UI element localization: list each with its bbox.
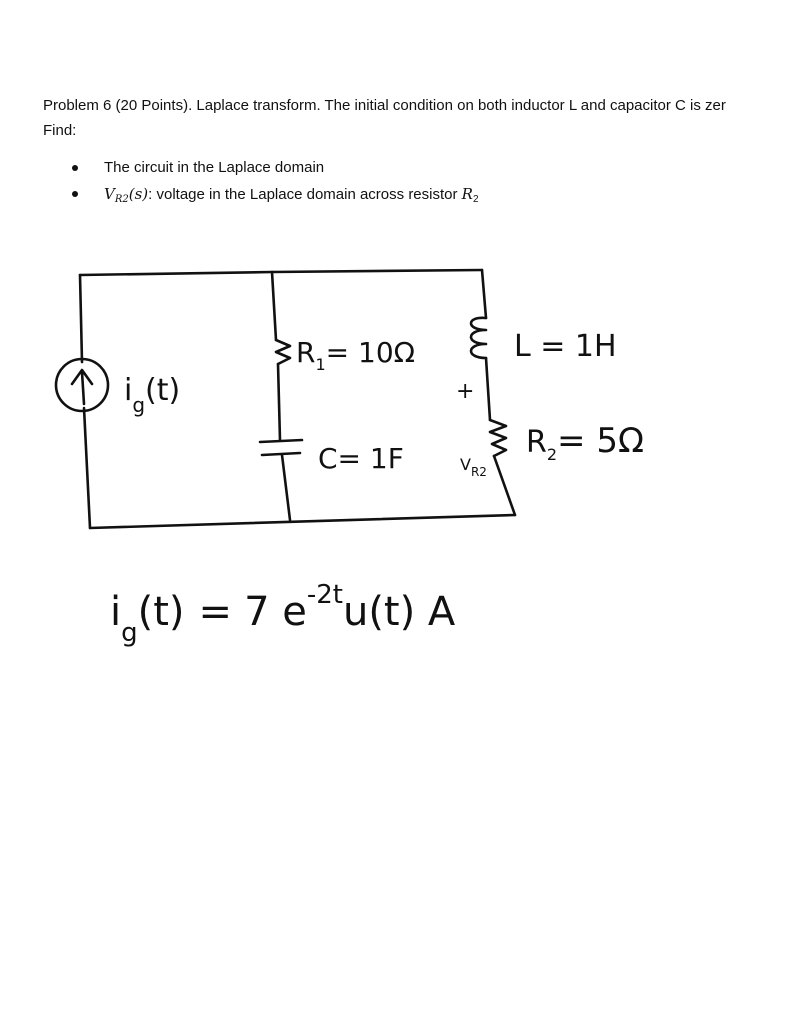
inductor-coil [471,318,486,358]
plus-sign: + [456,379,475,404]
source-label: $i_g(t)$ [124,373,181,417]
r2-symbol: R [461,185,473,203]
source-equation [110,580,456,648]
wire-right-mid [486,358,490,420]
inductor-label: L = 1H [514,329,617,364]
bullet-text: The circuit in the Laplace domain [104,159,325,176]
capacitor-label: C= 1F [318,442,404,475]
wire-top-left [80,272,272,275]
r1-resistor-zigzag [276,340,290,364]
wire-left-lower [84,408,90,528]
equation-coefficient: 7 e [244,589,307,635]
vr2-symbol: V [104,185,115,203]
vr2-subscript: R2 [114,194,129,205]
wire-top-right [272,270,482,272]
find-label: Find: [43,122,77,139]
wire-mid-top [272,272,276,340]
problem-heading: Problem 6 (20 Points). Laplace transform. The initial condition on both inductor L and capacitor C is zer [43,97,726,114]
bullet-description: : voltage in the Laplace domain across resistor [148,186,462,203]
wire-mid-bottom [282,455,290,520]
wire-mid-between [278,364,280,440]
r2-label: $R_2= 5\Omega$ [526,421,644,464]
equation-lhs-sub: g [121,618,138,648]
capacitor-plate-top [260,440,302,442]
vr2-label: $V_{R2}$ [460,455,487,479]
r1-label: $R_1= 10\Omega$ [296,336,416,374]
wire-bottom [90,515,515,528]
equation-lhs: i [110,589,122,635]
current-source-arrow-icon [72,370,92,404]
equation-rest: u(t) A [342,589,456,635]
wire-right-bottom [494,456,515,515]
r2-resistor-zigzag [490,420,506,456]
wire-right-top [482,270,486,318]
equation-equals: = [198,589,233,635]
equation-exponent: -2t [306,580,343,610]
wire-left-upper [80,275,82,362]
equation-lhs-arg: (t) [137,589,185,635]
vr2-argument: (s) [128,185,149,203]
r2-subscript: 2 [472,194,479,205]
